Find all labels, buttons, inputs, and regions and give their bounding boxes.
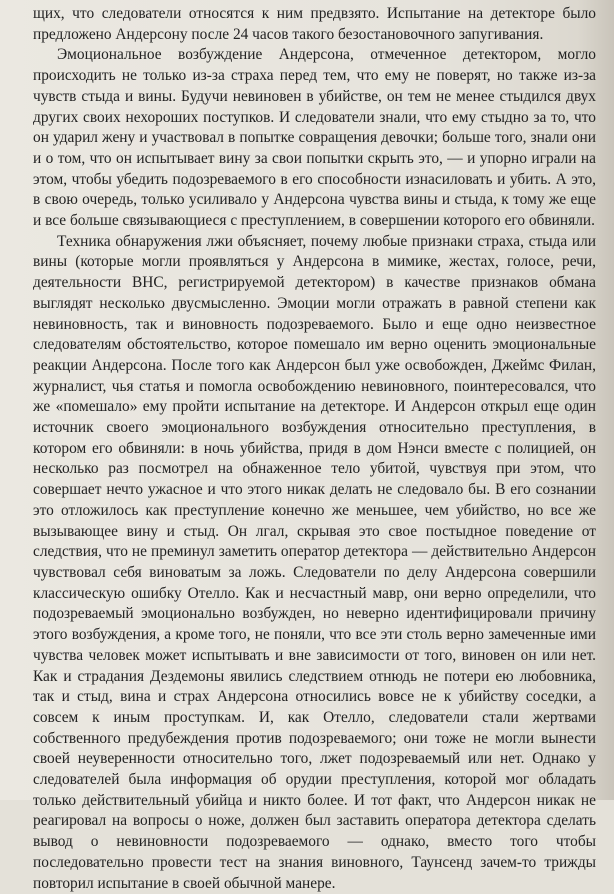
page-text: [33, 4, 596, 894]
paragraph-emotional-arousal: Эмоциональное возбуждение Андерсона, отмеченное детектором, могло происходить не только из-за страха перед тем, что ему не поверят, но также из-за чувств стыда и вины. Будучи невиновен в убийстве, он тем не менее стыдился двух других своих нехороших поступков. И следователи знали, что ему стыдно за то, что он ударил жену и участвовал в попытке совращения девочки; больше того, знали они и о том, что он испытывает вину за свои попытки скрыть это, — и упорно играли на этом, чтобы убедить подозреваемого в его способности изнасиловать и убить. А это, в свою очередь, только усиливало у Андерсона чувства вины и стыда, к тому же еще и все больше связывающиеся с преступлением, в совершении которого его обвиняли.: [33, 46, 596, 230]
paragraph-continuation: щих, что следователи относятся к ним предвзято. Испытание на детекторе было предложено Андерсону после 24 часов такого безостановочного запугивания.: [33, 5, 596, 43]
paragraph-lie-detection-technique: Техника обнаружения лжи объясняет, почему любые признаки страха, стыда или вины (которые могли проявляться у Андерсона в мимике, жестах, голосе, речи, деятельности ВНС, регистрируемой детектором) в качестве признаков обмана выглядят несколько двусмысленно. Эмоции могли отражать в равной степени как невиновность, так и виновность подозреваемого. Было и еще одно неизвестное следователям обстоятельство, которое помешало им верно оценить эмоциональные реакции Андерсона. После того как Андерсон был уже освобожден, Джеймс Филан, журналист, чья статья и помогла освобождению невиновного, поинтересовался, что же «помешало» ему пройти испытание на детекторе. И Андерсон открыл еще один источник своего эмоционального возбуждения относительно преступления, в котором его обвиняли: в ночь убийства, придя в дом Нэнси вместе с полицией, он несколько раз посмотрел на обнаженное тело убитой, чувствуя при этом, что совершает нечто ужасное и что этого никак делать не следовало бы. В его сознании это отложилось как преступление конечно же меньшее, чем убийство, но все же вызывающее вину и стыд. Он лгал, скрывая это свое постыдное поведение от следствия, что не преминул заметить оператор детектора — действительно Андерсон чувствовал себя виноватым за ложь. Следователи по делу Андерсона совершили классическую ошибку Отелло. Как и несчастный мавр, они верно определили, что подозреваемый эмоционально возбужден, но неверно идентифицировали причину этого возбуждения, а кроме того, не поняли, что все эти столь верно замеченные ими чувства человек может испытывать и вне зависимости от того, виновен он или нет. Как и страдания Дездемоны явились следствием отнюдь не потери ею любовника, так и стыд, вина и страх Андерсона относились вовсе не к убийству соседки, а совсем к иным проступкам. И, как Отелло, следователи стали жертвами собственного предубеждения против подозреваемого; они тоже не могли вынести своей неуверенности относительно того, лжет подозреваемый или нет. Однако у следователей была информация об орудии преступления, которой мог обладать только действительный убийца и никто более. И тот факт, что Андерсон никак не реагировал на вопросы о ноже, должен был заставить оператора детектора сделать вывод о невиновности подозреваемого — однако, вместо того чтобы последовательно провести тест на знания виновного, Таунсенд зачем-то трижды повторил испытание в своей обычной манере.: [33, 232, 596, 892]
